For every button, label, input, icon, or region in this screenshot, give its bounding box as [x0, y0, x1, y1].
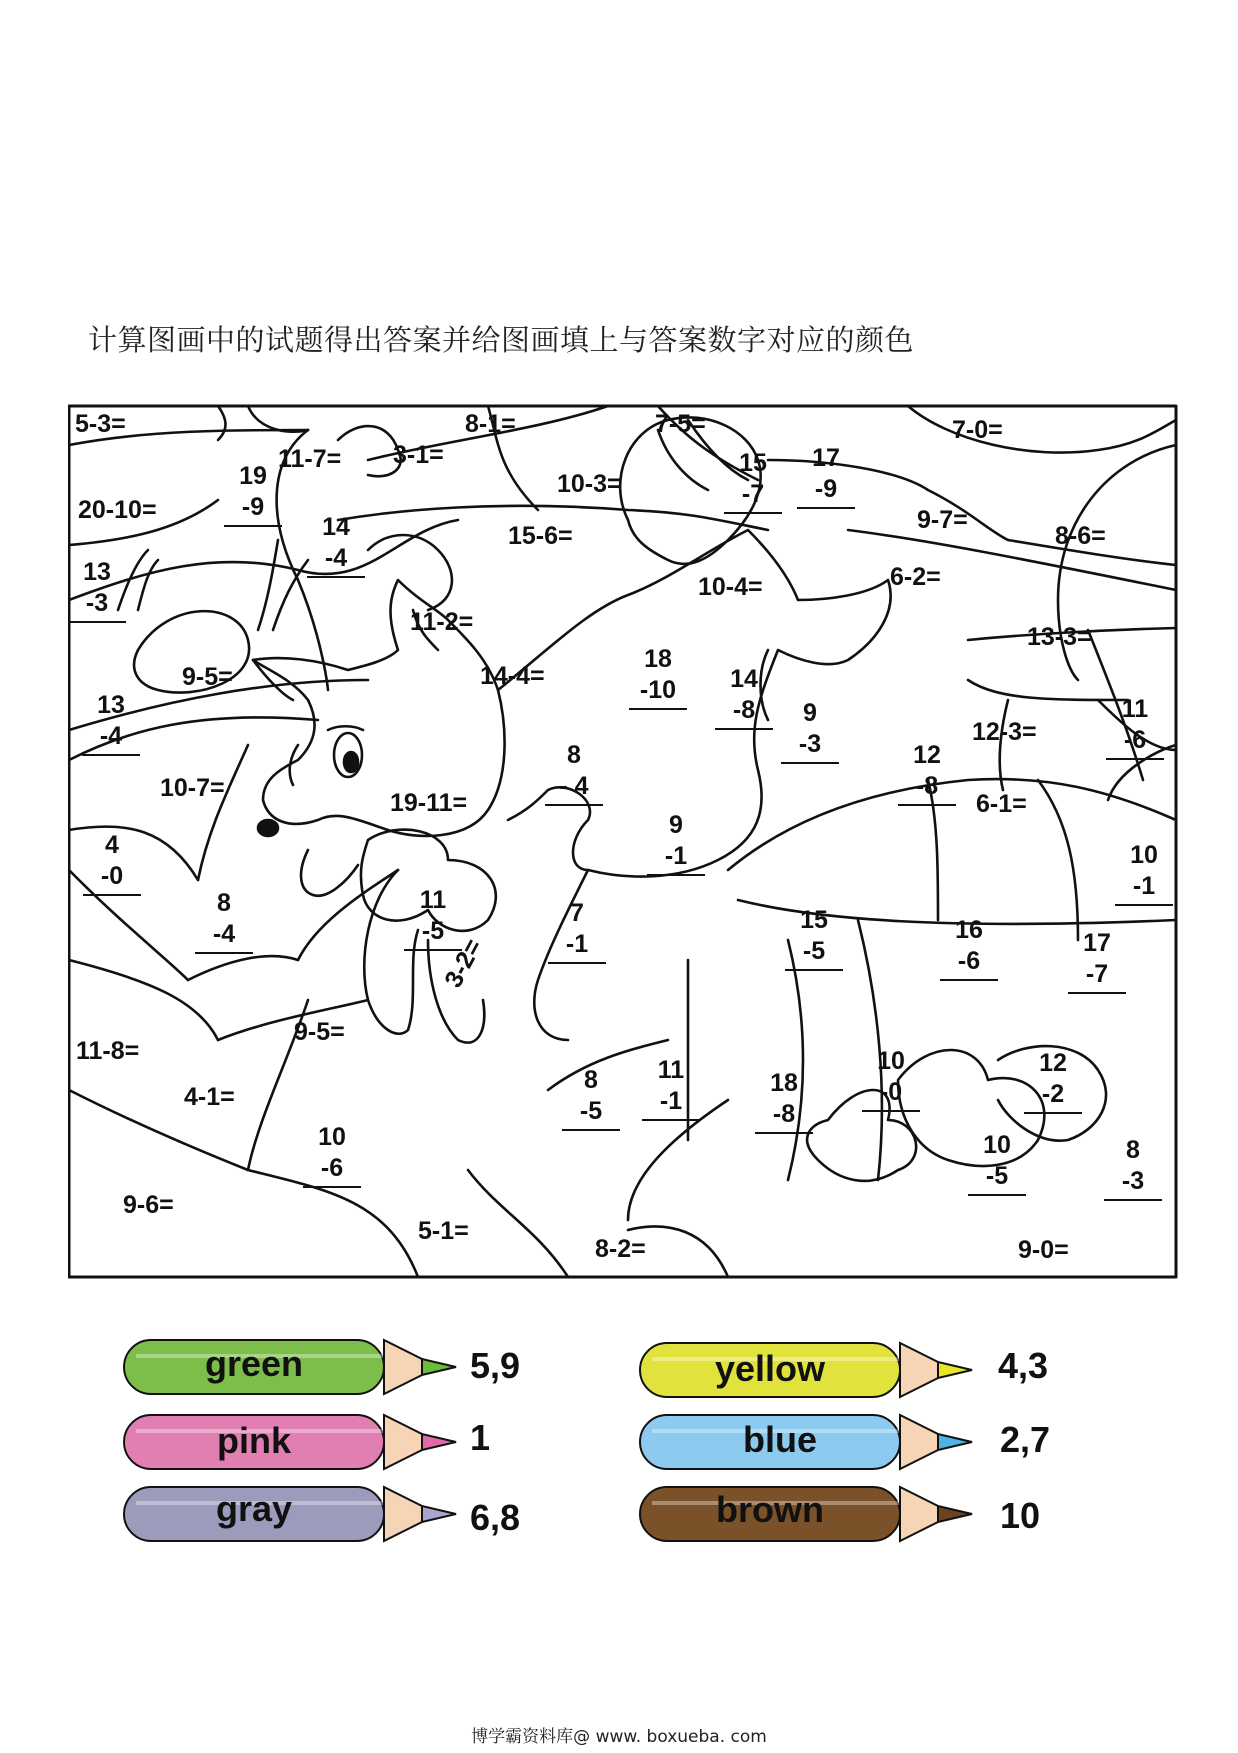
vertical-problem: 8 -4 [195, 888, 253, 954]
vertical-problem: 16 -6 [940, 915, 998, 981]
equation: 6-1= [976, 790, 1027, 818]
vertical-problem: 13 -4 [82, 690, 140, 756]
equation: 19-11= [390, 789, 468, 817]
vertical-problem: 11 -5 [404, 885, 462, 951]
legend-numbers: 5,9 [470, 1345, 521, 1386]
vertical-problem: 4 -0 [83, 830, 141, 896]
vertical-problem: 15 -7 [724, 448, 782, 514]
vertical-problem: 12 -2 [1024, 1048, 1082, 1114]
equation: 9-5= [294, 1018, 345, 1046]
legend-color-label: yellow [714, 1348, 826, 1389]
vertical-problem: 17 -9 [797, 443, 855, 509]
equation: 9-6= [123, 1191, 174, 1219]
equation: 10-7= [160, 774, 225, 802]
vertical-problem: 18 -8 [755, 1068, 813, 1134]
legend-numbers: 4,3 [998, 1345, 1049, 1386]
equation: 8-6= [1055, 522, 1106, 550]
equation: 7-5= [655, 410, 706, 438]
equation: 9-5= [182, 663, 233, 691]
equation: 15-6= [508, 522, 573, 550]
vertical-problem: 11 -6 [1106, 694, 1164, 760]
vertical-problem: 17 -7 [1068, 928, 1126, 994]
equation: 8-2= [595, 1235, 646, 1263]
equation: 3-2= [439, 934, 488, 993]
equation: 10-4= [698, 573, 763, 601]
legend-color-label: brown [716, 1489, 824, 1530]
legend-color-label: green [204, 1343, 304, 1384]
fox-nose [258, 820, 278, 836]
vertical-problem: 15 -5 [785, 905, 843, 971]
vertical-problem: 10 -0 [862, 1046, 920, 1112]
equation: 11-2= [410, 608, 474, 636]
vertical-problem: 10 -1 [1115, 840, 1173, 906]
vertical-problem: 9 -3 [781, 698, 839, 764]
equation: 11-7= [278, 445, 342, 473]
vertical-problem: 8 -5 [562, 1065, 620, 1131]
vertical-problem: 13 -3 [68, 557, 126, 623]
legend-color-label: pink [216, 1420, 291, 1461]
equation: 14-4= [480, 662, 545, 690]
equation: 4-1= [184, 1083, 235, 1111]
legend-numbers: 2,7 [1000, 1419, 1051, 1460]
equation: 8-1= [465, 410, 516, 438]
vertical-problem: 8 - 4 [545, 740, 603, 806]
instruction-text: 计算图画中的试题得出答案并给图画填上与答案数字对应的颜色 [88, 323, 915, 357]
equation: 9-7= [917, 506, 968, 534]
equation: 20-10= [78, 496, 157, 524]
equation: 5-1= [418, 1217, 469, 1245]
equation: 6-2= [890, 563, 941, 591]
vertical-problem: 12 -8 [898, 740, 956, 806]
legend-numbers: 10 [1000, 1495, 1041, 1536]
vertical-problem: 18 -10 [629, 644, 687, 710]
vertical-problem: 11 -1 [642, 1055, 700, 1121]
legend-color-label: gray [215, 1488, 293, 1529]
equation: 5-3= [75, 410, 126, 438]
legend-numbers: 6,8 [470, 1497, 521, 1538]
vertical-problem: 10 -6 [303, 1122, 361, 1188]
legend-numbers: 1 [470, 1417, 491, 1458]
vertical-problem: 19 -9 [224, 461, 282, 527]
equation: 10-3= [557, 470, 622, 498]
vertical-problem: 8 -3 [1104, 1135, 1162, 1201]
equation: 13-3= [1027, 623, 1092, 651]
vertical-problem: 14 -4 [307, 512, 365, 578]
equation: 11-8= [76, 1037, 140, 1065]
vertical-problem: 9 -1 [647, 810, 705, 876]
equation: 12-3= [972, 718, 1037, 746]
equation: 7-0= [952, 416, 1003, 444]
footer-watermark: 博学霸资料库@ www. boxueba. com [471, 1727, 767, 1747]
equation: 9-0= [1018, 1236, 1069, 1264]
vertical-problem: 14 -8 [715, 664, 773, 730]
equation: 3-1= [393, 441, 444, 469]
vertical-problem: 10 -5 [968, 1130, 1026, 1196]
vertical-problem: 7 -1 [548, 898, 606, 964]
legend-color-label: blue [742, 1419, 817, 1460]
